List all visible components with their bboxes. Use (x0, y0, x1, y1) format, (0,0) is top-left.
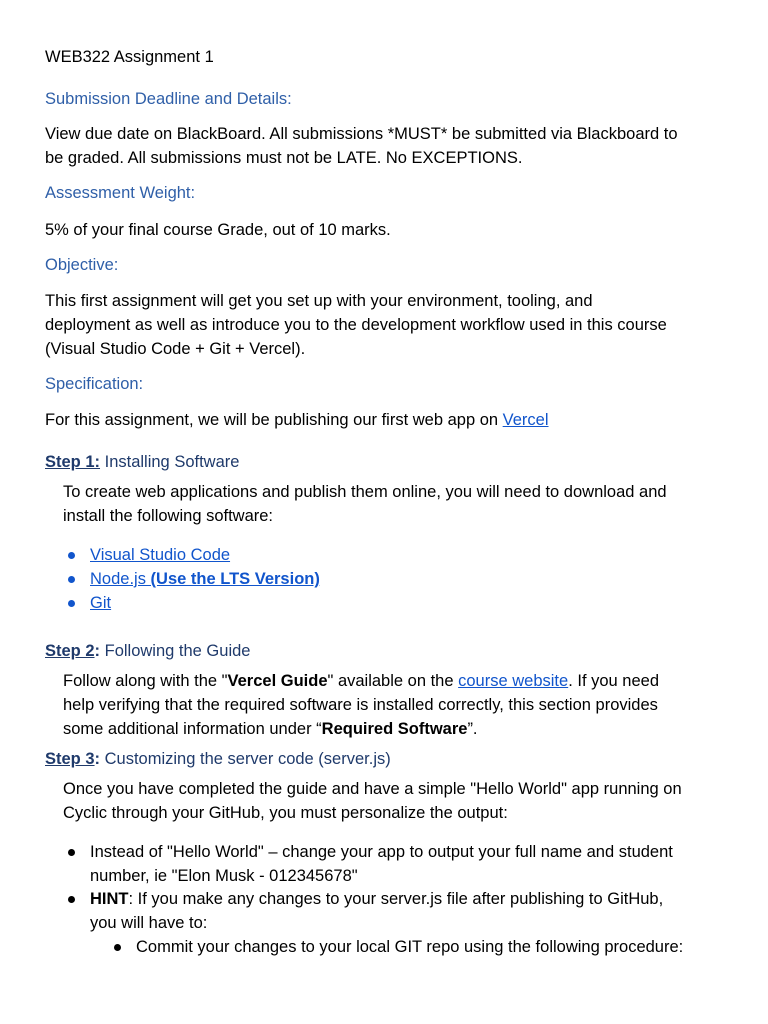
step3-sub-bullet: Commit your changes to your local GIT repo using the following procedure: (136, 938, 684, 956)
step3-bullet-2-line-2: you will have to: (90, 914, 208, 932)
step2-label: Step 2: (45, 642, 101, 660)
weight-text: 5% of your final course Grade, out of 10 marks. (45, 221, 391, 239)
step3-title: Customizing the server code (server.js) (104, 750, 391, 768)
step2-text-line-1: Follow along with the "Vercel Guide" available on the course website. If you need (63, 672, 660, 690)
bullet-dot-icon (68, 576, 75, 583)
step2-text-line-2: help verifying that the required software is installed correctly, this section provides (63, 696, 658, 714)
hint-label: HINT (90, 890, 129, 908)
specification-text (45, 408, 549, 432)
vercel-link[interactable]: Vercel (502, 411, 549, 429)
nodejs-link[interactable] (90, 567, 320, 591)
step2-text-line-3: some additional information under “Required Software”. (63, 720, 478, 738)
step3-bullet-1-line-2: number, ie "Elon Musk - 012345678" (90, 867, 358, 885)
bullet-dot-icon (68, 600, 75, 607)
objective-heading: Objective: (45, 256, 119, 274)
step3-bullet-1-line-1: Instead of "Hello World" – change your app to output your full name and student (90, 843, 673, 861)
nodejs-lts-note: (Use the LTS Version) (150, 570, 320, 588)
step1-text-line-1: To create web applications and publish them online, you will need to download and (63, 483, 667, 501)
git-link[interactable]: Git (90, 594, 112, 612)
specification-heading: Specification: (45, 375, 144, 393)
step1-label: Step 1: (45, 453, 101, 471)
bullet-dot-icon (114, 944, 121, 951)
objective-text-line-1: This first assignment will get you set up with your environment, tooling, and (45, 292, 593, 310)
step2-heading (45, 639, 250, 663)
nodejs-link-text: Node.js (90, 570, 151, 588)
bullet-dot-icon (68, 896, 75, 903)
step1-heading (45, 450, 239, 474)
bullet-dot-icon (68, 552, 75, 559)
step3-text-line-1: Once you have completed the guide and have a simple "Hello World" app running on (63, 780, 682, 798)
course-website-link[interactable]: course website (458, 672, 569, 690)
step3-label: Step 3: (45, 750, 101, 768)
deadline-text-line-2: be graded. All submissions must not be LATE. No EXCEPTIONS. (45, 149, 523, 167)
step3-heading (45, 747, 391, 771)
step3-bullet-2-line-1: HINT: If you make any changes to your server.js file after publishing to GitHub, (90, 890, 664, 908)
weight-heading: Assessment Weight: (45, 184, 196, 202)
deadline-heading: Submission Deadline and Details: (45, 90, 292, 108)
bullet-dot-icon (68, 849, 75, 856)
specification-text-body: For this assignment, we will be publishing our first web app on (45, 411, 503, 429)
document-title: WEB322 Assignment 1 (45, 48, 214, 66)
step1-title: Installing Software (104, 453, 240, 471)
step1-text-line-2: install the following software: (63, 507, 274, 525)
step2-title: Following the Guide (104, 642, 251, 660)
deadline-text-line-1: View due date on BlackBoard. All submissions *MUST* be submitted via Blackboard to (45, 125, 678, 143)
objective-text-line-3: (Visual Studio Code + Git + Vercel). (45, 340, 306, 358)
objective-text-line-2: deployment as well as introduce you to the development workflow used in this course (45, 316, 667, 334)
step3-text-line-2: Cyclic through your GitHub, you must personalize the output: (63, 804, 508, 822)
visual-studio-code-link[interactable]: Visual Studio Code (90, 546, 231, 564)
